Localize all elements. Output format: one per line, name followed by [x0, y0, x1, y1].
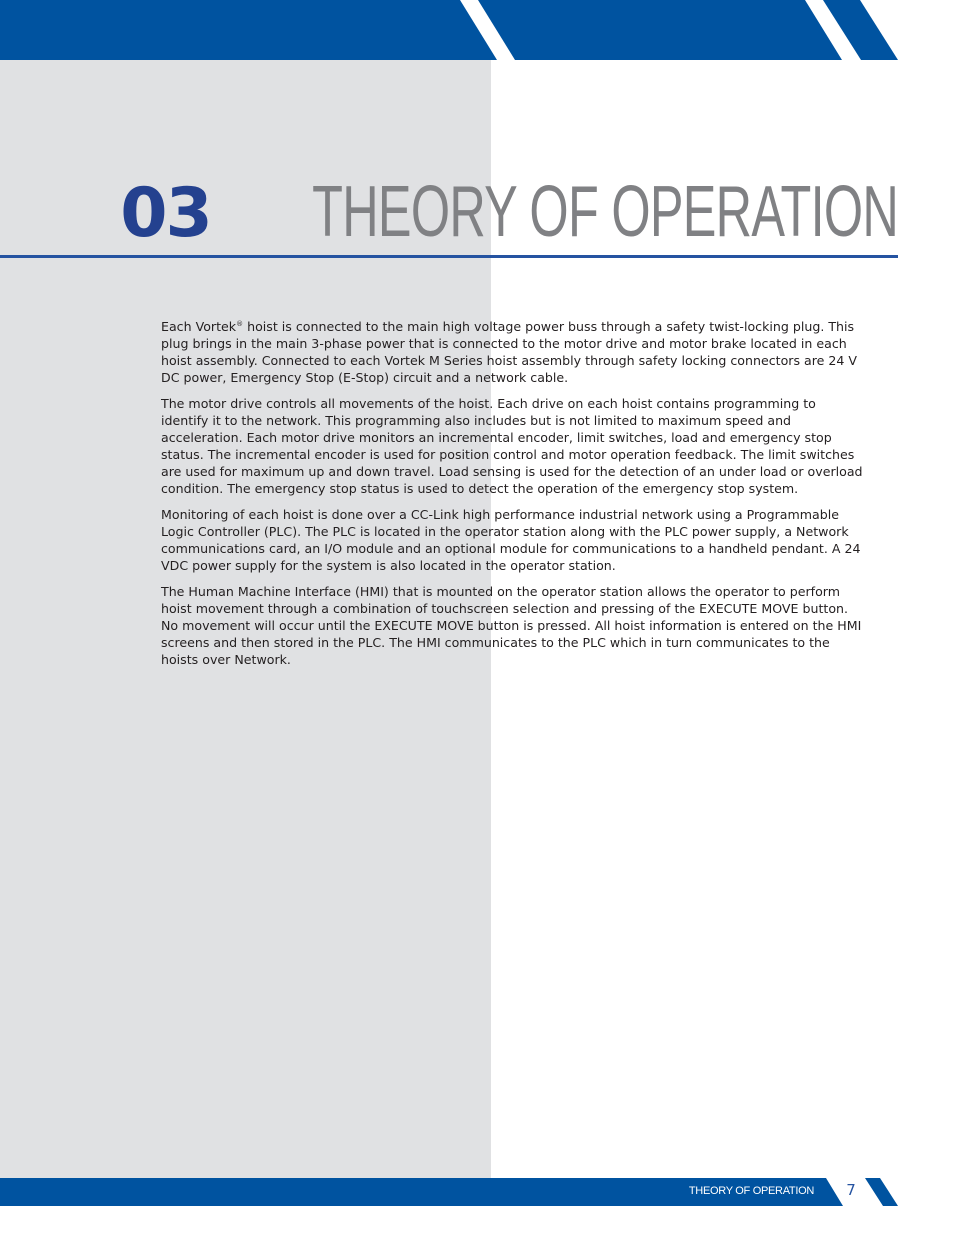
- paragraph-hmi: The Human Machine Interface (HMI) that is mounted on the operator station allows the operator to perform hoist movement through a combination of touchscreen selection and pressing of the EXECUTE MOVE button. No movement will occur until the EXECUTE MOVE button is pressed. All hoist information is entered on the HMI screens and then stored in the PLC. The HMI communicates to the PLC which in turn communicates to the hoists over Network.: [161, 584, 862, 667]
- top-banner-main-block: [0, 0, 497, 60]
- top-banner-middle-block: [478, 0, 842, 60]
- chapter-title: THEORY OF OPERATION: [312, 172, 898, 252]
- chapter-heading: [0, 172, 898, 253]
- paragraph-motor-drive: The motor drive controls all movements of the hoist. Each drive on each hoist contains programming to identify it to the network. This programming also includes but is not limited to maximum speed and acceleration. Each motor drive monitors an incremental encoder, limit switches, load and emergency stop status. The incremental encoder is used for position control and motor operation feedback. The limit switches are used for maximum up and down travel. Load sensing is used for the detection of an under load or overload condition. The emergency stop status is used to detect the operation of the emergency stop system.: [161, 396, 863, 496]
- body-text: [161, 318, 867, 677]
- paragraph-monitoring: Monitoring of each hoist is done over a CC-Link high performance industrial network using a Programmable Logic Controller (PLC). The PLC is located in the operator station along with the PLC power supply, a Network communications card, an I/O module and an optional module for communications to a handheld pendant. A 24 VDC power supply for the system is also located in the operator station.: [161, 507, 861, 573]
- page-number: 7: [846, 1181, 856, 1199]
- footer-end-chevron: [865, 1178, 898, 1206]
- paragraph-hoist-connection: Each Vortek® hoist is connected to the main high voltage power buss through a safety twist-locking plug. This plug brings in the main 3-phase power that is connected to the motor drive and motor brake located in each hoist assembly. Connected to each Vortek M Series hoist assembly through safety locking connectors are 24 V DC power, Emergency Stop (E-Stop) circuit and a network cable.: [161, 319, 858, 385]
- top-banner: [0, 0, 954, 60]
- registered-mark: ®: [236, 319, 244, 328]
- chapter-number: 03: [120, 174, 211, 253]
- footer-section-label: THEORY OF OPERATION: [688, 1185, 814, 1197]
- heading-divider: [0, 255, 898, 258]
